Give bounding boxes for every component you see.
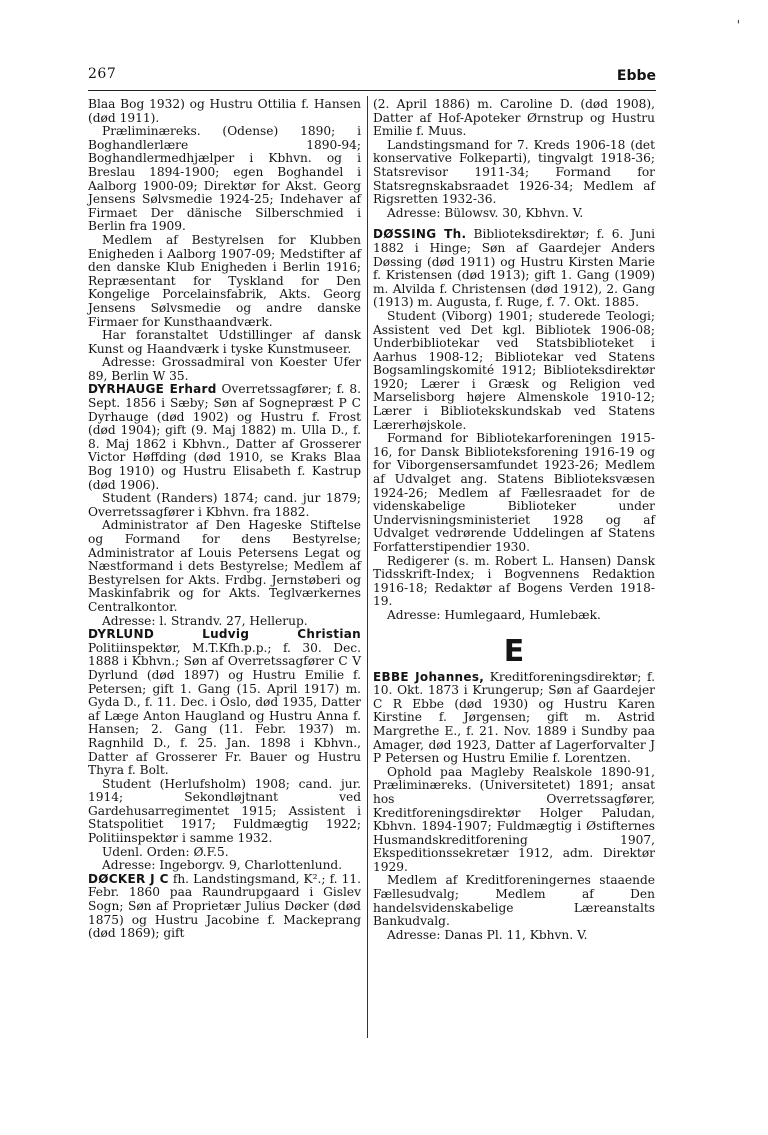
entry-name: EBBE Johannes,	[373, 669, 485, 684]
entry-continuation: Blaa Bog 1932) og Hustru Ottilia f. Hansen (død 1911).	[88, 97, 361, 125]
right-column	[373, 98, 655, 942]
section-letter: E	[503, 633, 525, 669]
entry-paragraph: Har foranstaltet Udstillinger af dansk Kunst og Haandværk i tyske Kunstmuseer.	[88, 328, 361, 356]
entry-paragraph: Medlem af Bestyrelsen for Klubben Enigheden i Aalborg 1907-09; Medstifter af den danske Klub Enigheden i Berlin 1916; Repræsentant for Tyskland for Den Kongelige Porcelainsfabrik, Akts. Georg Jensens Sølvsmedie og andre danske Firmaer for Kunsthaandværk.	[88, 232, 361, 329]
entry-paragraph: Udenl. Orden: Ø.F.5.	[102, 844, 229, 859]
column-divider	[367, 96, 368, 1038]
entry-address: Adresse: Bülowsv. 30, Kbhvn. V.	[387, 205, 584, 220]
entry-paragraph: Ophold paa Magleby Realskole 1890-91, Præliminæreks. (Universitetet) 1891; ansat hos Overretssagfører, Kreditforeningsdirektør Holger Paludan, Kbhvn. 1894-1907; Fuldmægtig i Østifternes Husmandskreditforening 1907, Ekspeditionssekretær 1912, adm. Direktør 1929.	[373, 764, 655, 874]
corner-mark: '	[736, 18, 740, 32]
entry-address: Adresse: Danas Pl. 11, Kbhvn. V.	[387, 927, 588, 942]
left-column	[88, 98, 361, 941]
header-rule	[88, 90, 656, 91]
entry-text: fh. Landstingsmand, K².; f. 11. Febr. 1860 paa Raundrupgaard i Gislev Sogn; Søn af Proprietær Julius Døcker (død 1875) og Hustru Jacobine f. Mackeprang (død 1869); gift	[88, 871, 361, 941]
entry-paragraph: Medlem af Kreditforeningernes staaende Fællesudvalg; Medlem af Den handelsvidenskabelige Læreanstalts Bankudvalg.	[373, 873, 655, 929]
entry-dyrhauge	[88, 383, 361, 492]
entry-dyrlund	[88, 628, 361, 778]
entry-name: DYRHAUGE Erhard	[88, 382, 217, 397]
entry-paragraph: Administrator af Den Hageske Stiftelse og Formand for dens Bestyrelse; Administrator af Louis Petersens Legat og Næstformand i dets Bestyrelse; Medlem af Bestyrelsen for Akts. Frdbg. Jernstøberi og Maskinfabrik og for Akts. Teglværkernes Centralkontor.	[88, 518, 361, 614]
entry-dossing	[373, 228, 655, 310]
entry-paragraph: Redigerer (s. m. Robert L. Hansen) Dansk Tidsskrift-Index; i Bogvennens Redaktion 1916-18; Redaktør af Bogens Verden 1918-19.	[373, 553, 655, 609]
entry-paragraph: Landstingsmand for 7. Kreds 1906-18 (det konservative Folkeparti), tingvalgt 1918-36; Statsrevisor 1911-34; Formand for Statsregnskabsraadet 1926-34; Medlem af Rigsretten 1932-36.	[373, 137, 655, 207]
entry-name: DØCKER J C	[88, 871, 169, 886]
entry-text: Kreditforeningsdirektør; f. 10. Okt. 1873 i Krungerup; Søn af Gaardejer C R Ebbe (død 1930) og Hustru Karen Kirstine f. Jørgensen; gift m. Astrid Margrethe E., f. 21. Nov. 1889 i Sundby paa Amager, død 1923, Datter af Lagerforvalter J P Petersen og Hustru Emilie f. Lorentzen.	[373, 669, 655, 766]
entry-continuation: (2. April 1886) m. Caroline D. (død 1908), Datter af Hof-Apoteker Ørnstrup og Hustru Emilie f. Muus.	[373, 97, 655, 139]
entry-address: Adresse: Humlegaard, Humlebæk.	[387, 607, 601, 622]
entry-text: Biblioteksdirektør; f. 6. Juni 1882 i Hinge; Søn af Gaardejer Anders Døssing (død 1911) og Hustru Kirsten Marie f. Kristensen (død 1913); gift 1. Gang (1909) m. Alvilda f. Christensen (død 1912), 2. Gang (1913) m. Augusta, f. Ruge, f. 7. Okt. 1885.	[373, 227, 656, 310]
entry-address: Adresse: l. Strandv. 27, Hellerup.	[102, 613, 308, 628]
entry-name: DØSSING Th.	[373, 227, 467, 242]
entry-paragraph: Student (Viborg) 1901; studerede Teologi; Assistent ved Det kgl. Bibliotek 1906-08; Underbibliotekar ved Statsbiblioteket i Aarhus 1908-12; Bibliotekar ved Statens Bogsamlingskomité 1912; Biblioteksdirektør 1920; Lærer i Græsk og Religion ved Marselisborg højere Almenskole 1910-12; Lærer i Bibliotekskundskab ved Statens Lærerhøjskole.	[373, 308, 655, 432]
entry-paragraph: Formand for Bibliotekarforeningen 1915-16, for Dansk Biblioteksforening 1916-19 og for Viborgensersamfundet 1923-26; Medlem af Udvalget ang. Statens Biblioteksvæsen 1924-26; Medlem af Fællesraadet for de videnskabelige Biblioteker under Undervisningsministeriet 1928 og af Udvalget vedrørende Uddelingen af Statens Forfatterstipendier 1930.	[373, 431, 655, 554]
entry-ebbe	[373, 671, 655, 766]
entry-docker	[88, 873, 361, 941]
entry-paragraph: Student (Herlufsholm) 1908; cand. jur. 1914; Sekondløjtnant ved Gardehusarregimentet 1915; Assistent i Statspolitiet 1917; Fuldmægtig 1922; Politiinspektør i samme 1932.	[88, 776, 361, 846]
entry-text: Politiinspektør, M.T.Kfh.p.p.; f. 30. Dec. 1888 i Kbhvn.; Søn af Overretssagfører C V Dyrlund (død 1897) og Hustru Emilie f. Petersen; gift 1. Gang (15. April 1917) m. Gyda D., f. 11. Dec. i Oslo, død 1935, Datter af Læge Anton Haugland og Hustru Anna f. Hansen; 2. Gang (11. Febr. 1937) m. Ragnhild D., f. 25. Jan. 1898 i Kbhvn., Datter af Grosserer Fr. Bauer og Hustru Thyra f. Bolt.	[88, 640, 361, 778]
running-head: Ebbe	[616, 68, 656, 84]
entry-text: Overretssagfører; f. 8. Sept. 1856 i Sæby; Søn af Sognepræst P C Dyrhauge (død 1902) og Hustru f. Frost (død 1904); gift (9. Maj 1882) m. Ulla D., f. 8. Maj 1862 i Kbhvn., Datter af Grosserer Victor Høffding (død 1910, se Kraks Blaa Bog 1910) og Hustru Elisabeth f. Kastrup (død 1906).	[88, 382, 361, 492]
page-number: 267	[88, 66, 117, 82]
entry-paragraph: Præliminæreks. (Odense) 1890; i Boghandlerlære 1890-94; Boghandlermedhjælper i Kbhvn. og i Breslau 1894-1900; egen Boghandel i Aalborg 1900-09; Direktør for Akst. Georg Jensens Sølvsmedie 1924-25; Indehaver af Firmaet Der dänische Silberschmied i Berlin fra 1909.	[88, 124, 361, 234]
entry-address: Adresse: Grossadmiral von Koester Ufer 89, Berlin W 35.	[88, 355, 361, 383]
entry-address: Adresse: Ingeborgv. 9, Charlottenlund.	[102, 858, 343, 873]
entry-paragraph: Student (Randers) 1874; cand. jur 1879; Overretssagfører i Kbhvn. fra 1882.	[88, 491, 361, 519]
entry-name: DYRLUND Ludvig Christian	[88, 627, 361, 642]
